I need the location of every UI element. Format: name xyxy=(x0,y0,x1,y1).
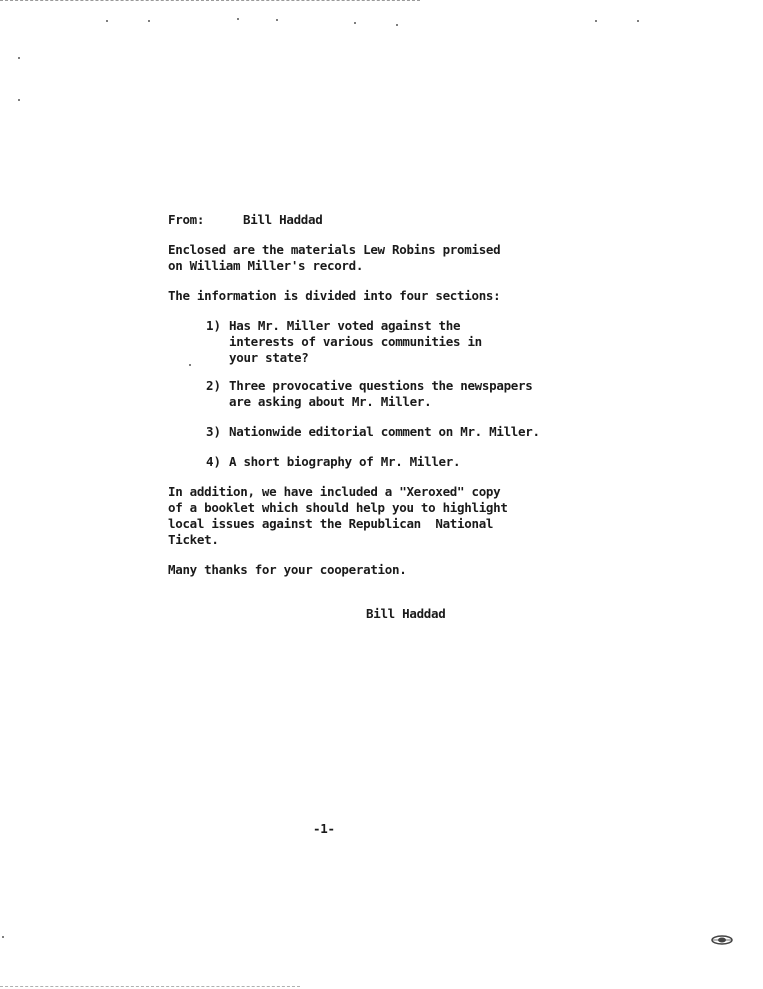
section-number: 1) xyxy=(206,318,222,333)
scan-speck xyxy=(637,20,639,22)
scan-speck xyxy=(148,20,150,22)
section-line: your state? xyxy=(229,350,309,365)
scan-speck xyxy=(18,57,20,59)
section-line: Has Mr. Miller voted against the xyxy=(229,318,461,333)
scan-speck xyxy=(276,19,278,21)
section-line: Three provocative questions the newspapers xyxy=(229,378,533,393)
addition-paragraph xyxy=(168,484,508,548)
intro-line: Enclosed are the materials Lew Robins promised xyxy=(168,242,501,257)
section-line: are asking about Mr. Miller. xyxy=(229,394,432,409)
scan-speck xyxy=(189,364,191,366)
page-number: -1- xyxy=(313,821,335,836)
scan-edge-top xyxy=(0,0,420,1)
addition-line: local issues against the Republican National xyxy=(168,516,494,531)
section-line: Nationwide editorial comment on Mr. Miller. xyxy=(229,424,540,439)
from-name: Bill Haddad xyxy=(243,212,323,227)
scan-speck xyxy=(595,20,597,22)
section-item xyxy=(229,424,540,440)
scan-speck xyxy=(18,99,20,101)
section-line: A short biography of Mr. Miller. xyxy=(229,454,461,469)
section-number: 3) xyxy=(206,424,222,439)
scan-speck xyxy=(396,24,398,26)
scan-speck xyxy=(106,20,108,22)
scan-speck xyxy=(354,22,356,24)
signature: Bill Haddad xyxy=(366,606,446,621)
section-number: 4) xyxy=(206,454,222,469)
info-line: The information is divided into four sections: xyxy=(168,288,501,303)
intro-paragraph xyxy=(168,242,500,274)
section-item xyxy=(229,318,482,366)
thanks-line: Many thanks for your cooperation. xyxy=(168,562,407,577)
section-line: interests of various communities in xyxy=(229,334,482,349)
addition-line: In addition, we have included a "Xeroxed" copy xyxy=(168,484,501,499)
from-label: From: xyxy=(168,212,205,227)
archive-stamp-icon xyxy=(710,934,734,949)
intro-line: on William Miller's record. xyxy=(168,258,364,273)
scan-speck xyxy=(2,936,4,938)
section-item xyxy=(229,378,532,410)
scan-speck xyxy=(237,18,239,20)
section-item xyxy=(229,454,460,470)
section-number: 2) xyxy=(206,378,222,393)
scan-edge-bottom xyxy=(0,986,300,987)
addition-line: Ticket. xyxy=(168,532,219,547)
addition-line: of a booklet which should help you to highlight xyxy=(168,500,508,515)
